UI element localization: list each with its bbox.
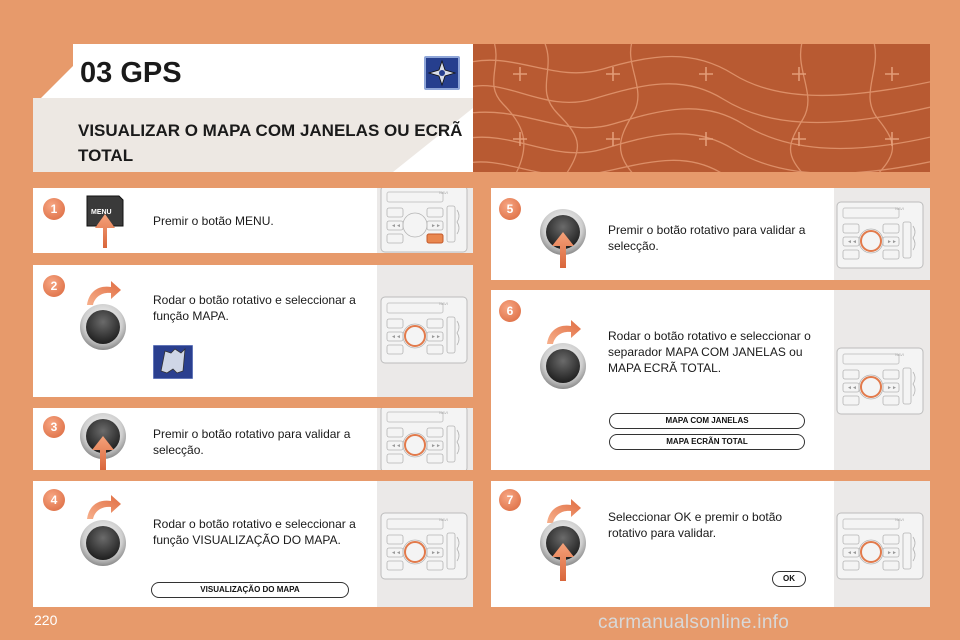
step-text: Premir o botão rotativo para validar a selecção. [608, 223, 806, 253]
press-knob-icon [539, 519, 587, 581]
rotary-knob-icon [79, 303, 127, 351]
watermark: carmanualsonline.info [598, 612, 790, 633]
page-number: 220 [34, 612, 58, 628]
step-number-badge: 5 [499, 198, 521, 220]
step-number-badge: 7 [499, 489, 521, 511]
step-text: Seleccionar OK e premir o botão rotativo para validar. [608, 510, 783, 540]
step-card-7 [491, 481, 930, 607]
section-title: VISUALIZAR O MAPA COM JANELAS OU ECRÃ TOTAL [78, 121, 463, 165]
step-card-2 [33, 265, 473, 397]
step-text: Premir o botão MENU. [153, 214, 274, 228]
step-number-badge: 6 [499, 300, 521, 322]
step-card-4 [33, 481, 473, 607]
gps-crosshair-icon [424, 56, 460, 90]
menu-key-icon [81, 192, 127, 250]
step-number-badge: 4 [43, 489, 65, 511]
radio-control-panel [379, 511, 471, 581]
radio-control-panel [835, 511, 927, 581]
ok-option[interactable]: OK [772, 571, 806, 587]
step-card-1 [33, 188, 473, 253]
rotary-knob-icon [539, 342, 587, 390]
menu-key-label: MENU [91, 209, 112, 216]
menu-option-map-with-windows[interactable]: MAPA COM JANELAS [609, 413, 805, 429]
step-number-badge: 2 [43, 275, 65, 297]
rotate-arrow-icon [83, 491, 123, 521]
radio-control-panel [835, 346, 927, 416]
map-header-graphic [473, 44, 930, 172]
menu-option-map-full-screen[interactable]: MAPA ECRÃN TOTAL [609, 434, 805, 450]
radio-control-panel [379, 295, 471, 365]
map-function-icon [153, 345, 193, 379]
step-number-badge: 3 [43, 416, 65, 438]
rotary-knob-icon [79, 519, 127, 567]
radio-control-panel [835, 200, 927, 270]
chapter-title: 03 GPS [80, 57, 182, 89]
radio-control-panel [379, 408, 471, 470]
step-text: Rodar o botão rotativo e seleccionar a função MAPA. [153, 293, 356, 323]
step-text: Rodar o botão rotativo e seleccionar o separador MAPA COM JANELAS ou MAPA ECRÃ TOTAL. [608, 329, 811, 375]
menu-option-map-view[interactable]: VISUALIZAÇÃO DO MAPA [151, 582, 349, 598]
step-number-badge: 1 [43, 198, 65, 220]
step-card-3 [33, 408, 473, 470]
press-knob-icon [79, 412, 127, 470]
radio-control-panel [379, 188, 471, 253]
press-knob-icon [539, 208, 587, 268]
step-card-6 [491, 290, 930, 470]
step-text: Rodar o botão rotativo e seleccionar a função VISUALIZAÇÃO DO MAPA. [153, 517, 356, 547]
step-text: Premir o botão rotativo para validar a selecção. [153, 427, 351, 457]
step-card-5 [491, 188, 930, 280]
